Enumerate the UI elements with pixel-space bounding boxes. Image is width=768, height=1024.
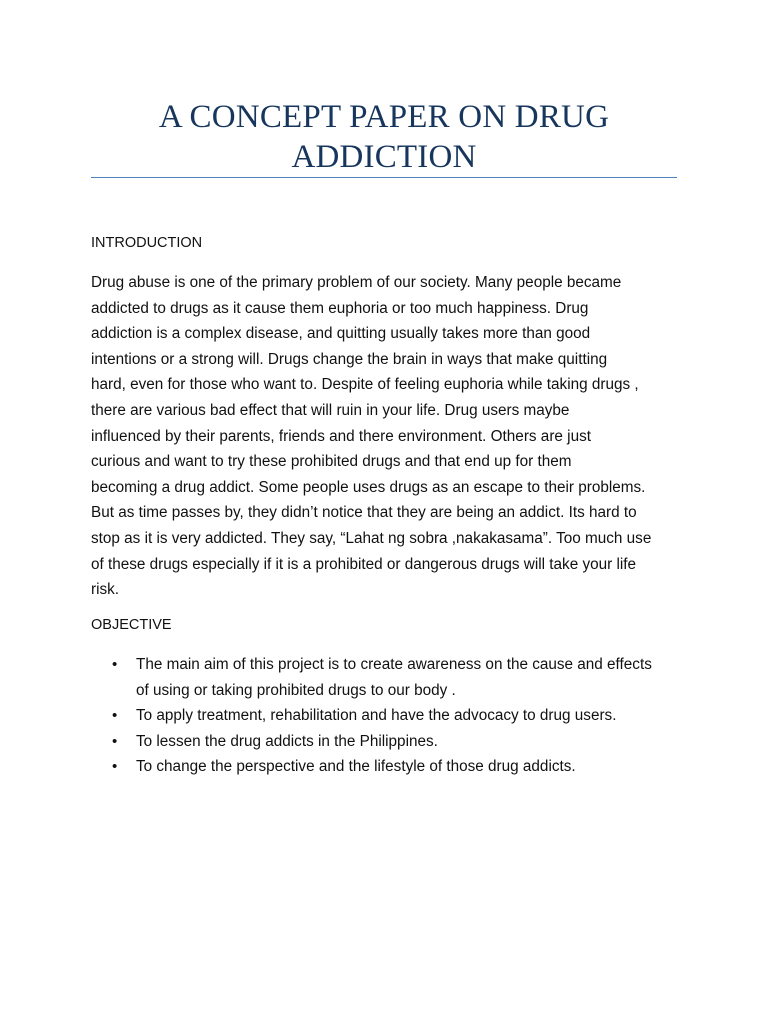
paragraph-line: intentions or a strong will. Drugs change the brain in ways that make quitting bbox=[91, 350, 608, 368]
list-item-text: of using or taking prohibited drugs to our body . bbox=[136, 681, 456, 699]
paragraph-line: there are various bad effect that will ruin in your life. Drug users maybe bbox=[91, 401, 570, 419]
paragraph-line: But as time passes by, they didn’t notice that they are being an addict. Its hard to bbox=[91, 504, 637, 522]
list-item-text: To lessen the drug addicts in the Philippines. bbox=[136, 732, 438, 750]
paragraph-line: hard, even for those who want to. Despite of feeling euphoria while taking drugs , bbox=[91, 376, 639, 394]
bullet-icon: • bbox=[112, 732, 118, 750]
title-line-2: ADDICTION bbox=[291, 139, 477, 175]
paragraph-line: stop as it is very addicted. They say, “Lahat ng sobra ,nakakasama”. Too much use bbox=[91, 529, 652, 547]
paragraph-line: risk. bbox=[91, 581, 120, 599]
bullet-icon: • bbox=[112, 758, 118, 776]
paragraph-line: addicted to drugs as it cause them euphoria or too much happiness. Drug bbox=[91, 299, 589, 317]
bullet-icon: • bbox=[112, 656, 118, 673]
list-item bbox=[91, 652, 701, 703]
paragraph-line: Drug abuse is one of the primary problem of our society. Many people became bbox=[91, 274, 622, 291]
list-item bbox=[91, 729, 701, 755]
paragraph-line: curious and want to try these prohibited drugs and that end up for them bbox=[91, 453, 572, 471]
list-item-text: To change the perspective and the lifestyle of those drug addicts. bbox=[136, 758, 576, 776]
paragraph-line: addiction is a complex disease, and quitting usually takes more than good bbox=[91, 325, 591, 343]
introduction-heading: INTRODUCTION bbox=[91, 235, 203, 251]
title-divider bbox=[91, 177, 677, 178]
bullet-icon: • bbox=[112, 707, 118, 725]
objective-heading: OBJECTIVE bbox=[91, 617, 172, 633]
objective-list bbox=[91, 652, 701, 780]
document-title bbox=[91, 97, 677, 177]
title-line-1: A CONCEPT PAPER ON DRUG bbox=[158, 99, 610, 135]
list-item bbox=[91, 703, 701, 729]
list-item-text: To apply treatment, rehabilitation and have the advocacy to drug users. bbox=[136, 707, 617, 725]
list-item bbox=[91, 754, 701, 780]
list-item-text: The main aim of this project is to create awareness on the cause and effects bbox=[136, 656, 652, 673]
paragraph-line: of these drugs especially if it is a prohibited or dangerous drugs will take your life bbox=[91, 555, 637, 573]
introduction-paragraph bbox=[91, 270, 691, 603]
paragraph-line: becoming a drug addict. Some people uses drugs as an escape to their problems. bbox=[91, 478, 646, 496]
paragraph-line: influenced by their parents, friends and there environment. Others are just bbox=[91, 427, 591, 445]
